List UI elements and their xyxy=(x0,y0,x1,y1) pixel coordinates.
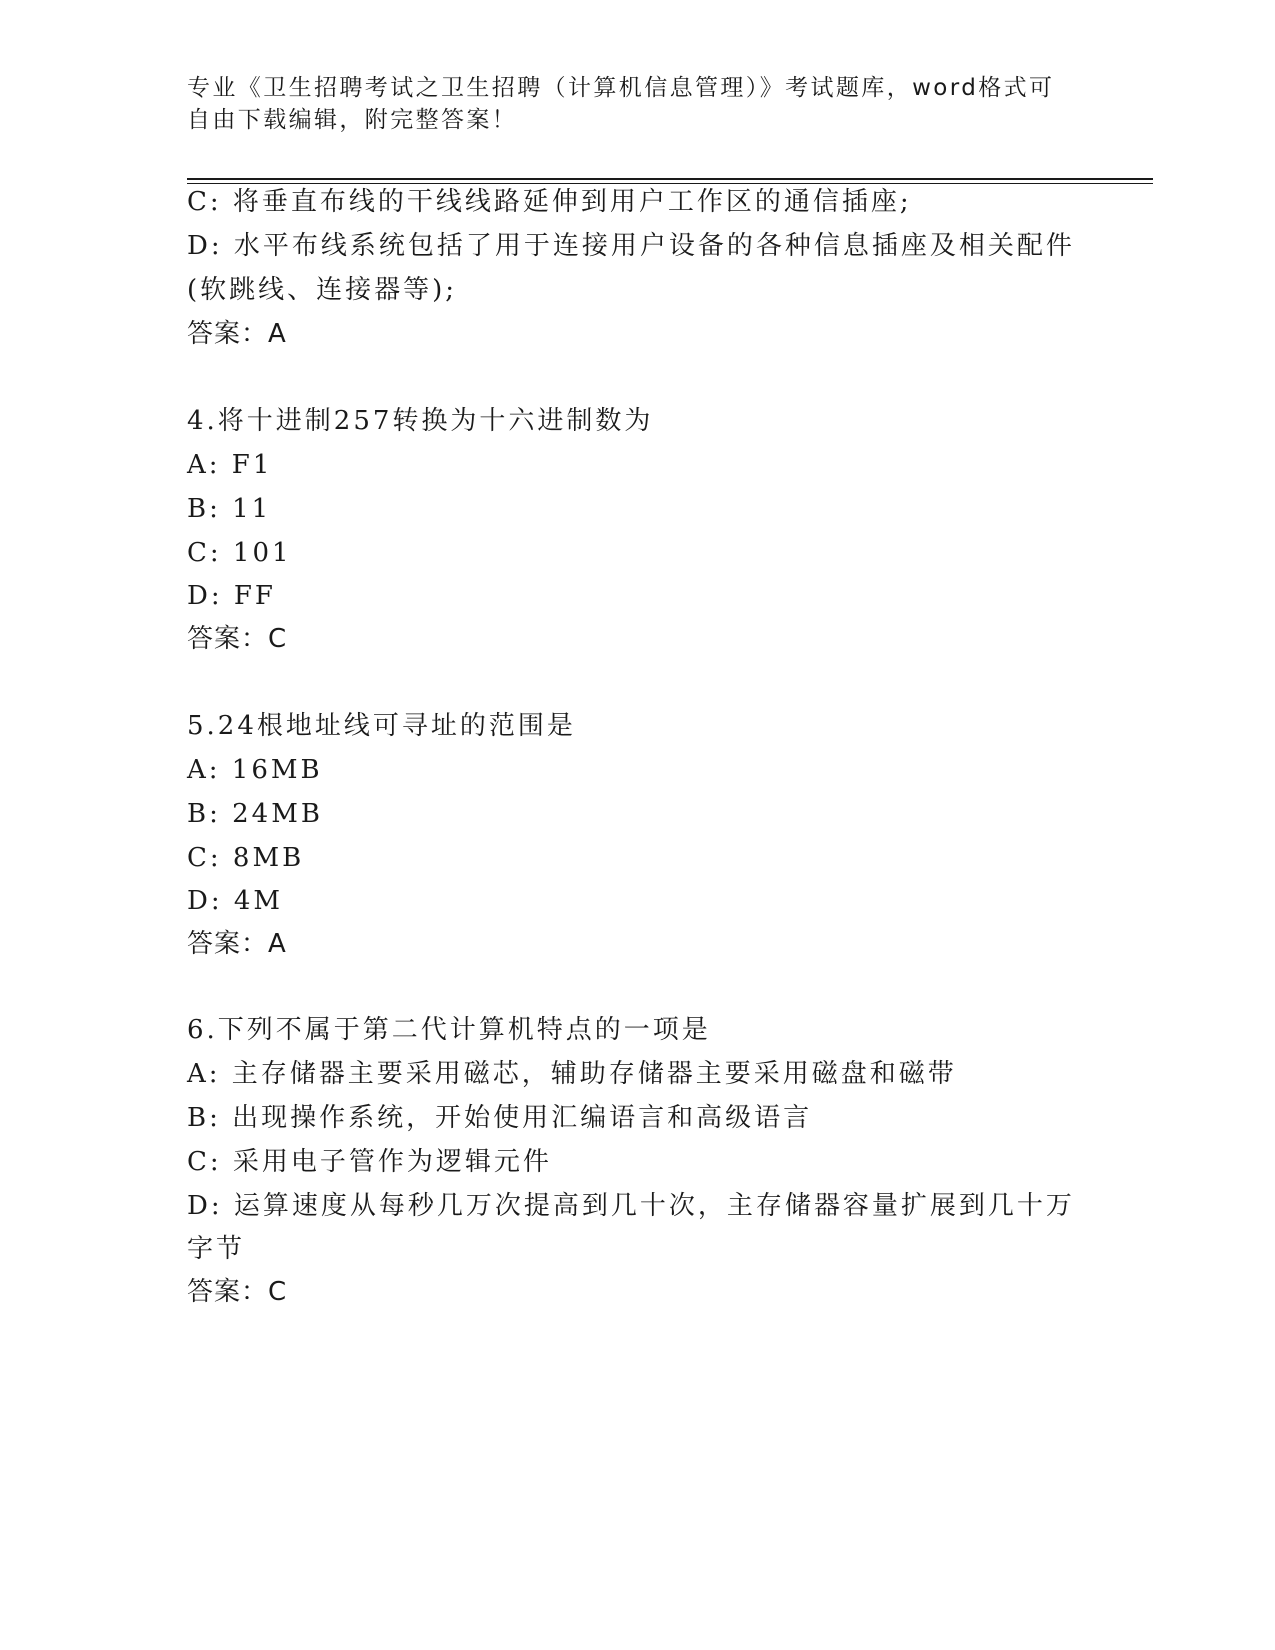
question-6-answer: 答案：C xyxy=(187,1277,288,1307)
prev-question-option-c: C: 将垂直布线的干线线路延伸到用户工作区的通信插座; xyxy=(187,187,912,217)
question-6-option-c: C: 采用电子管作为逻辑元件 xyxy=(187,1147,552,1177)
question-5-option-d: D: 4M xyxy=(187,886,284,916)
question-5-stem: 5.24根地址线可寻址的范围是 xyxy=(187,711,576,741)
question-5-option-b: B: 24MB xyxy=(187,799,323,829)
question-4-stem: 4.将十进制257转换为十六进制数为 xyxy=(187,406,654,436)
question-4-option-d: D: FF xyxy=(187,581,276,611)
question-4-answer: 答案：C xyxy=(187,624,288,654)
question-4-option-c: C: 101 xyxy=(187,538,292,568)
question-5-answer: 答案：A xyxy=(187,929,287,959)
question-5-option-a: A: 16MB xyxy=(187,755,323,785)
header-rule-thin xyxy=(187,183,1153,184)
question-6-option-d-line2: 字节 xyxy=(187,1234,246,1264)
question-4-option-b: B: 11 xyxy=(187,494,272,524)
prev-question-option-d-line1: D: 水平布线系统包括了用于连接用户设备的各种信息插座及相关配件 xyxy=(187,231,1075,261)
prev-question-answer: 答案：A xyxy=(187,319,287,349)
question-6-option-b: B: 出现操作系统，开始使用汇编语言和高级语言 xyxy=(187,1103,813,1133)
prev-question-option-d-line2: (软跳线、连接器等); xyxy=(187,275,458,305)
header-rule-thick xyxy=(187,178,1153,180)
question-6-option-d-line1: D: 运算速度从每秒几万次提高到几十次，主存储器容量扩展到几十万 xyxy=(187,1191,1075,1221)
question-4-option-a: A: F1 xyxy=(187,450,273,480)
question-6-stem: 6.下列不属于第二代计算机特点的一项是 xyxy=(187,1015,711,1045)
document-header: 专业《卫生招聘考试之卫生招聘（计算机信息管理）》考试题库，word格式可自由下载编辑，附完整答案！ xyxy=(187,75,1055,133)
question-6-option-a: A: 主存储器主要采用磁芯，辅助存储器主要采用磁盘和磁带 xyxy=(187,1059,957,1089)
question-5-option-c: C: 8MB xyxy=(187,843,305,873)
